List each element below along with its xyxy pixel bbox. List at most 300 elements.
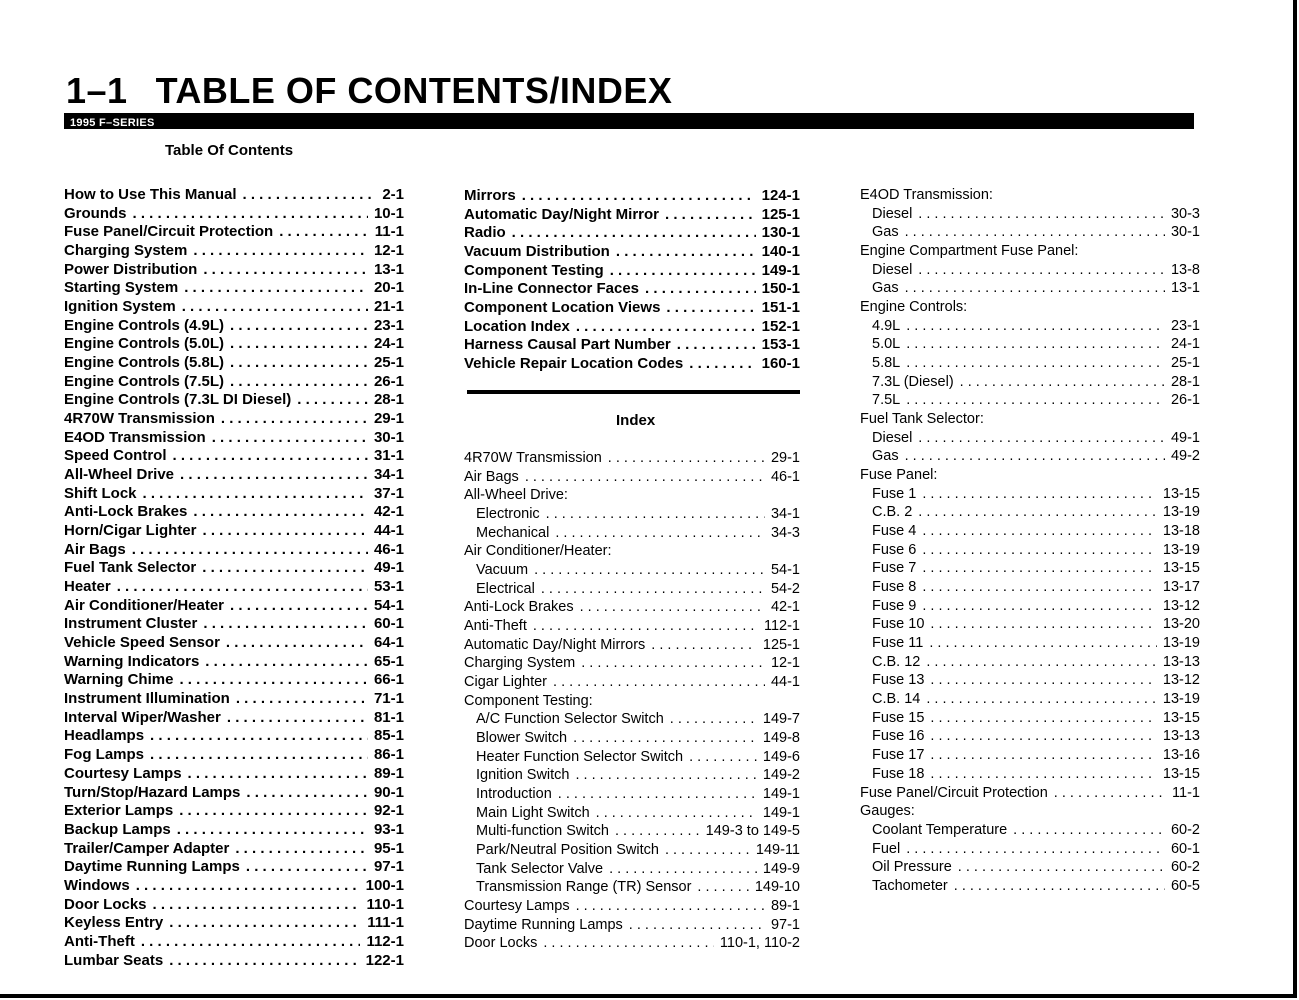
dot-leader	[651, 636, 757, 655]
toc-entry[interactable]	[464, 729, 800, 748]
toc-entry[interactable]	[64, 391, 404, 410]
entry-page: 26-1	[373, 372, 404, 390]
entry-label: Anti-Theft	[64, 932, 135, 950]
toc-entry[interactable]	[860, 373, 1200, 392]
dot-leader	[1054, 784, 1166, 803]
toc-entry[interactable]	[64, 858, 404, 877]
entry-label: C.B. 12	[872, 653, 921, 670]
entry-page: 149-2	[762, 767, 800, 784]
toc-entry[interactable]	[64, 671, 404, 690]
entry-label: Courtesy Lamps	[464, 898, 570, 915]
toc-entry[interactable]	[860, 447, 1200, 466]
dot-leader	[541, 580, 765, 599]
toc-entry[interactable]	[860, 877, 1200, 896]
toc-entry[interactable]	[464, 766, 800, 785]
entry-label: 7.3L (Diesel)	[872, 373, 954, 390]
dot-leader	[1013, 821, 1165, 840]
toc-entry[interactable]	[860, 317, 1200, 336]
toc-entry[interactable]	[464, 897, 800, 916]
entry-page: 30-1	[1170, 224, 1200, 241]
dot-leader	[205, 653, 368, 672]
dot-leader	[918, 261, 1165, 280]
entry-page: 13-16	[1162, 747, 1200, 764]
entry-group-heading: Engine Controls:	[860, 299, 968, 316]
toc-entry[interactable]	[64, 466, 404, 485]
entry-label: Warning Chime	[64, 671, 174, 689]
entry-page: 11-1	[1172, 784, 1200, 801]
entry-page: 30-1	[373, 428, 404, 446]
entry-page: 29-1	[770, 450, 800, 466]
entry-page: 124-1	[761, 187, 800, 204]
toc-entry[interactable]	[464, 468, 800, 487]
dot-leader	[576, 766, 757, 785]
dot-leader	[958, 858, 1165, 877]
toc-entry[interactable]	[64, 784, 404, 803]
entry-label: Diesel	[872, 429, 913, 446]
entry-label: Gas	[872, 224, 899, 241]
entry-label: Ignition System	[64, 298, 176, 316]
toc-entry[interactable]	[464, 636, 800, 655]
dot-leader	[906, 335, 1165, 354]
entry-label: Trailer/Camper Adapter	[64, 839, 230, 857]
toc-entry[interactable]	[860, 858, 1200, 877]
entry-label: 4R70W Transmission	[464, 450, 602, 466]
dot-leader	[906, 354, 1165, 373]
toc-entry[interactable]	[860, 578, 1200, 597]
toc-entry[interactable]	[464, 280, 800, 299]
entry-page: 149-1	[762, 804, 800, 821]
dot-leader	[230, 597, 368, 616]
dot-leader	[202, 559, 368, 578]
entry-label: Fuse 17	[872, 747, 925, 764]
entry-page: 152-1	[761, 317, 800, 335]
entry-label: How to Use This Manual	[64, 186, 237, 203]
dot-leader	[279, 223, 369, 242]
entry-page: 149-8	[762, 730, 800, 747]
entry-label: 5.0L	[872, 336, 901, 353]
entry-label: E4OD Transmission	[64, 428, 206, 446]
entry-group-heading: Air Conditioner/Heater:	[464, 543, 612, 560]
toc-entry[interactable]	[860, 541, 1200, 560]
entry-page: 13-1	[373, 260, 404, 278]
toc-entry[interactable]	[64, 317, 404, 336]
toc-entry[interactable]	[64, 503, 404, 522]
entry-label: Heater Function Selector Switch	[476, 748, 684, 765]
entry-label: Shift Lock	[64, 484, 137, 502]
toc-entry[interactable]	[64, 896, 404, 915]
entry-label: Diesel	[872, 205, 913, 222]
entry-page: 13-19	[1162, 691, 1200, 708]
entry-label: All-Wheel Drive	[64, 466, 175, 484]
entry-page: 122-1	[365, 951, 404, 969]
toc-entry[interactable]	[860, 429, 1200, 448]
entry-label: Fuse 1	[872, 485, 917, 502]
toc-entry[interactable]	[860, 559, 1200, 578]
dot-leader	[177, 821, 368, 840]
entry-label: Park/Neutral Position Switch	[476, 842, 659, 859]
dot-leader	[918, 205, 1165, 224]
entry-page: 49-1	[373, 559, 404, 577]
entry-label: Fog Lamps	[64, 746, 145, 764]
entry-page: 65-1	[373, 652, 404, 670]
entry-label: Exterior Lamps	[64, 802, 174, 820]
dot-leader	[246, 858, 368, 877]
toc-entry[interactable]	[464, 299, 800, 318]
toc-entry[interactable]	[64, 261, 404, 280]
entry-page: 112-1	[763, 618, 800, 635]
toc-entry[interactable]	[64, 840, 404, 859]
toc-entry[interactable]	[860, 261, 1200, 280]
entry-label: Transmission Range (TR) Sensor	[476, 879, 692, 896]
toc-entry[interactable]	[64, 802, 404, 821]
entry-page: 46-1	[770, 468, 800, 485]
entry-page: 60-5	[1170, 877, 1200, 894]
toc-entry[interactable]	[860, 784, 1200, 803]
toc-entry[interactable]	[64, 933, 404, 952]
entry-label: Engine Controls (7.3L DI Diesel)	[64, 391, 292, 409]
entry-page: 13-17	[1162, 579, 1200, 596]
entry-page: 37-1	[373, 484, 404, 502]
toc-entry[interactable]	[464, 654, 800, 673]
entry-label: 7.5L	[872, 392, 901, 409]
dot-leader	[689, 355, 755, 374]
toc-entry[interactable]	[64, 541, 404, 560]
toc-entry[interactable]	[64, 335, 404, 354]
entry-page: 13-15	[1162, 485, 1200, 502]
dot-leader	[203, 522, 368, 541]
toc-entry[interactable]	[464, 561, 800, 580]
toc-entry[interactable]	[464, 804, 800, 823]
toc-entry[interactable]	[464, 822, 800, 841]
toc-entry[interactable]	[64, 578, 404, 597]
entry-label: Gas	[872, 448, 899, 465]
entry-label: Courtesy Lamps	[64, 764, 182, 782]
toc-entry[interactable]	[464, 841, 800, 860]
toc-entry[interactable]	[464, 206, 800, 225]
dot-leader	[573, 729, 757, 748]
dot-leader	[922, 578, 1157, 597]
toc-entry[interactable]	[860, 391, 1200, 410]
dot-leader	[546, 505, 765, 524]
entry-label: Component Testing	[464, 261, 604, 279]
entry-label: Lumbar Seats	[64, 951, 164, 969]
entry-page: 13-19	[1162, 635, 1200, 652]
entry-label: Daytime Running Lamps	[64, 858, 240, 876]
toc-entry[interactable]	[464, 187, 800, 206]
dot-leader	[576, 897, 765, 916]
dot-leader	[930, 727, 1157, 746]
toc-entry[interactable]	[860, 727, 1200, 746]
toc-entry[interactable]	[860, 615, 1200, 634]
toc-entry[interactable]	[464, 860, 800, 879]
toc-entry[interactable]	[464, 524, 800, 543]
toc-entry[interactable]	[64, 634, 404, 653]
toc-entry[interactable]	[464, 748, 800, 767]
toc-entry[interactable]	[64, 727, 404, 746]
dot-leader	[132, 541, 368, 560]
dot-leader	[922, 559, 1157, 578]
dot-leader	[922, 597, 1157, 616]
dot-leader	[230, 317, 368, 336]
entry-group-heading: Engine Compartment Fuse Panel:	[860, 243, 1079, 260]
entry-label: Engine Controls (5.8L)	[64, 354, 225, 372]
toc-entry[interactable]	[64, 877, 404, 896]
toc-entry[interactable]	[64, 559, 404, 578]
toc-entry[interactable]	[860, 503, 1200, 522]
entry-label: Door Locks	[464, 935, 538, 952]
entry-label: Fuse 7	[872, 560, 917, 577]
entry-page: 97-1	[373, 858, 404, 876]
toc-entry[interactable]	[860, 485, 1200, 504]
dot-leader	[905, 279, 1165, 298]
toc-entry[interactable]	[464, 710, 800, 729]
entry-page: 13-15	[1162, 560, 1200, 577]
toc-entry[interactable]	[860, 709, 1200, 728]
entry-page: 110-1	[366, 895, 404, 913]
dot-leader	[922, 522, 1157, 541]
dot-leader	[136, 877, 360, 896]
dot-leader	[670, 710, 757, 729]
entry-page: 31-1	[373, 447, 404, 465]
toc-entry[interactable]	[464, 336, 800, 355]
toc-entry[interactable]	[64, 186, 404, 205]
toc-entry[interactable]	[464, 878, 800, 897]
toc-middle-column	[464, 187, 800, 374]
toc-entry[interactable]	[464, 262, 800, 281]
toc-entry[interactable]	[64, 354, 404, 373]
toc-entry[interactable]	[64, 223, 404, 242]
entry-label: Vehicle Repair Location Codes	[464, 355, 684, 373]
toc-entry[interactable]	[64, 279, 404, 298]
entry-page: 26-1	[1170, 392, 1200, 409]
entry-label: Radio	[464, 224, 506, 242]
entry-label: Vacuum Distribution	[464, 243, 610, 261]
entry-page: 34-1	[373, 466, 404, 484]
entry-group-heading: Gauges:	[860, 803, 915, 820]
toc-entry[interactable]	[464, 449, 800, 468]
entry-page: 85-1	[373, 727, 404, 745]
entry-page: 160-1	[761, 355, 800, 373]
entry-page: 89-1	[770, 898, 800, 915]
index-heading: Index	[616, 412, 656, 429]
toc-entry[interactable]	[464, 673, 800, 692]
toc-entry[interactable]	[860, 690, 1200, 709]
dot-leader	[180, 466, 368, 485]
entry-label: Oil Pressure	[872, 859, 952, 876]
dot-leader	[954, 877, 1165, 896]
entry-label: Instrument Illumination	[64, 690, 230, 708]
dot-leader	[918, 429, 1165, 448]
entry-page: 92-1	[373, 802, 404, 820]
entry-label: Engine Controls (5.0L)	[64, 335, 225, 353]
section-divider	[467, 390, 800, 394]
entry-page: 49-2	[1170, 448, 1200, 465]
dot-leader	[203, 615, 368, 634]
toc-entry[interactable]	[860, 746, 1200, 765]
toc-entry[interactable]	[64, 205, 404, 224]
dot-leader	[169, 952, 359, 971]
toc-entry[interactable]	[64, 952, 404, 971]
toc-entry[interactable]	[64, 914, 404, 933]
toc-entry[interactable]	[860, 653, 1200, 672]
index-right-column	[860, 186, 1200, 896]
entry-label: Fuse 10	[872, 616, 925, 633]
toc-entry[interactable]	[64, 690, 404, 709]
dot-leader	[226, 634, 368, 653]
title-text: TABLE OF CONTENTS/INDEX	[155, 70, 673, 111]
entry-page: 44-1	[373, 522, 404, 540]
toc-entry[interactable]	[464, 617, 800, 636]
toc-entry[interactable]	[860, 223, 1200, 242]
toc-entry[interactable]	[860, 205, 1200, 224]
toc-entry[interactable]	[64, 447, 404, 466]
entry-page: 2-1	[382, 186, 404, 203]
toc-entry[interactable]	[64, 410, 404, 429]
toc-entry[interactable]	[64, 765, 404, 784]
toc-entry[interactable]	[64, 242, 404, 261]
entry-page: 150-1	[761, 280, 800, 298]
dot-leader	[182, 298, 368, 317]
toc-entry[interactable]	[464, 243, 800, 262]
entry-label: In-Line Connector Faces	[464, 280, 640, 298]
entry-page: 149-10	[754, 879, 800, 896]
entry-page: 13-13	[1162, 728, 1200, 745]
entry-page: 34-1	[770, 506, 800, 523]
toc-entry[interactable]	[464, 916, 800, 935]
toc-entry[interactable]	[64, 821, 404, 840]
toc-entry[interactable]	[464, 505, 800, 524]
dot-leader	[697, 878, 748, 897]
entry-label: Fuse 4	[872, 523, 917, 540]
toc-left-column	[64, 186, 404, 970]
dot-leader	[184, 279, 368, 298]
toc-entry[interactable]	[860, 821, 1200, 840]
entry-label: Charging System	[464, 655, 576, 672]
entry-page: 13-15	[1162, 765, 1200, 782]
entry-page: 13-15	[1162, 709, 1200, 726]
dot-leader	[645, 280, 756, 299]
dot-leader	[576, 318, 756, 337]
entry-page: 90-1	[373, 783, 404, 801]
entry-page: 13-13	[1162, 653, 1200, 670]
toc-entry[interactable]	[464, 318, 800, 337]
toc-entry[interactable]	[464, 355, 800, 374]
toc-entry[interactable]	[860, 522, 1200, 541]
entry-label: Air Bags	[464, 468, 519, 485]
dot-leader	[246, 784, 368, 803]
entry-label: Fuse Panel/Circuit Protection	[860, 784, 1048, 801]
toc-heading: Table Of Contents	[165, 142, 294, 159]
entry-label: Engine Controls (4.9L)	[64, 316, 225, 334]
dot-leader	[117, 578, 368, 597]
dot-leader	[960, 373, 1165, 392]
series-band	[64, 113, 1194, 129]
entry-label: Vacuum	[476, 562, 529, 579]
dot-leader	[615, 822, 700, 841]
entry-page: 140-1	[761, 243, 800, 261]
toc-entry[interactable]	[464, 580, 800, 599]
toc-entry[interactable]	[64, 746, 404, 765]
entry-label: Fuse 13	[872, 672, 925, 689]
dot-leader	[525, 468, 765, 487]
entry-label: Fuse 18	[872, 765, 925, 782]
entry-label: Vehicle Speed Sensor	[64, 634, 220, 652]
toc-entry[interactable]	[64, 298, 404, 317]
dot-leader	[580, 598, 765, 617]
toc-entry[interactable]	[464, 224, 800, 243]
entry-label: Diesel	[872, 261, 913, 278]
entry-page: 12-1	[770, 655, 800, 672]
toc-entry[interactable]	[64, 653, 404, 672]
entry-group-heading: E4OD Transmission:	[860, 187, 993, 203]
entry-label: Air Bags	[64, 540, 126, 558]
toc-entry[interactable]	[860, 840, 1200, 859]
toc-entry[interactable]	[464, 785, 800, 804]
dot-leader	[534, 561, 765, 580]
entry-label: Keyless Entry	[64, 914, 164, 932]
entry-page: 95-1	[373, 839, 404, 857]
entry-label: Component Location Views	[464, 299, 661, 317]
dot-leader	[930, 615, 1157, 634]
entry-page: 24-1	[1170, 336, 1200, 353]
entry-page: 60-2	[1170, 821, 1200, 838]
toc-entry[interactable]	[464, 934, 800, 953]
dot-leader	[930, 671, 1157, 690]
entry-label: Heater	[64, 578, 111, 596]
entry-label: Electronic	[476, 506, 540, 523]
toc-entry[interactable]	[464, 598, 800, 617]
entry-label: Air Conditioner/Heater	[64, 596, 225, 614]
entry-label: Fuse 8	[872, 579, 917, 596]
toc-entry[interactable]	[64, 615, 404, 634]
toc-entry[interactable]	[860, 279, 1200, 298]
dot-leader	[555, 524, 765, 543]
toc-entry[interactable]	[860, 335, 1200, 354]
entry-page: 54-1	[770, 562, 800, 579]
series-label: 1995 F–SERIES	[70, 117, 155, 129]
page-title	[66, 70, 672, 112]
toc-entry[interactable]	[860, 354, 1200, 373]
entry-page: 53-1	[373, 578, 404, 596]
toc-entry[interactable]	[860, 597, 1200, 616]
toc-entry[interactable]	[860, 765, 1200, 784]
dot-leader	[906, 317, 1165, 336]
entry-label: Fuse 15	[872, 709, 925, 726]
entry-page: 125-1	[762, 636, 800, 653]
entry-label: Starting System	[64, 279, 179, 297]
entry-group-heading: Fuel Tank Selector:	[860, 411, 984, 428]
toc-entry[interactable]	[64, 429, 404, 448]
toc-entry[interactable]	[64, 373, 404, 392]
entry-page: 25-1	[373, 354, 404, 372]
dot-leader	[629, 916, 765, 935]
entry-page: 130-1	[761, 224, 800, 242]
toc-entry[interactable]	[64, 485, 404, 504]
entry-page: 13-1	[1170, 280, 1200, 297]
toc-entry[interactable]	[64, 522, 404, 541]
entry-page: 13-18	[1162, 523, 1200, 540]
dot-leader	[133, 205, 368, 224]
entry-page: 60-1	[373, 615, 404, 633]
entry-label: Cigar Lighter	[464, 674, 548, 691]
entry-label: Tachometer	[872, 877, 948, 894]
toc-entry[interactable]	[64, 709, 404, 728]
toc-entry[interactable]	[860, 671, 1200, 690]
entry-label: Headlamps	[64, 727, 145, 745]
dot-leader	[188, 765, 368, 784]
toc-entry[interactable]	[860, 634, 1200, 653]
toc-entry[interactable]	[64, 597, 404, 616]
